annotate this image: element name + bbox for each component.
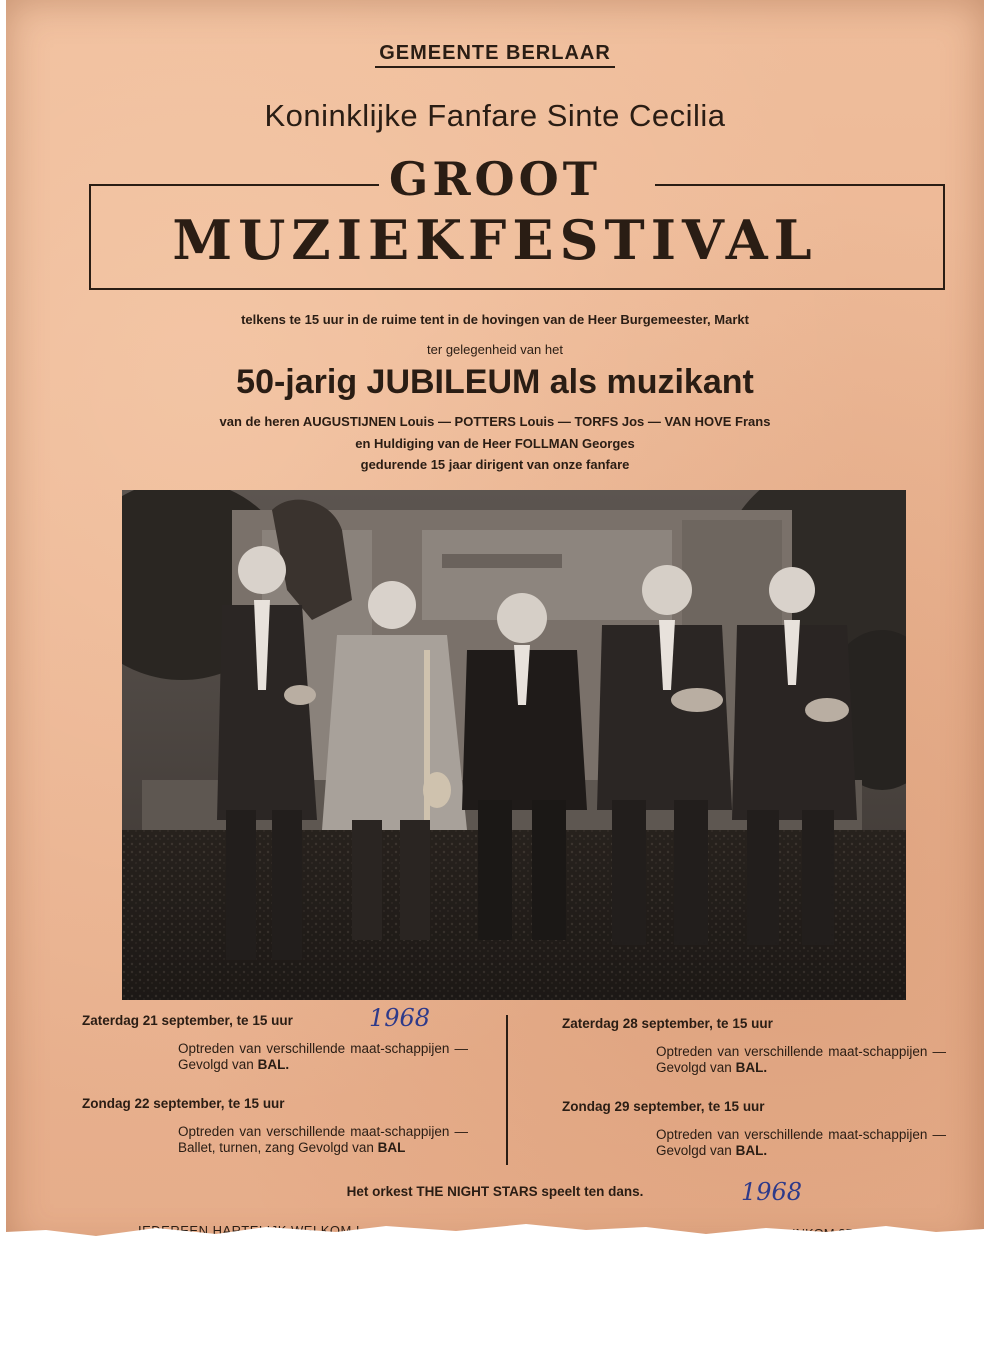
municipality-text: GEMEENTE BERLAAR	[375, 42, 615, 68]
homage-line: en Huldiging van de Heer FOLLMAN Georges	[355, 436, 635, 451]
event-title-4: Zondag 29 september, te 15 uur	[562, 1099, 765, 1114]
society-name: Koninklijke Fanfare Sinte Cecilia	[264, 98, 726, 133]
event-body-2-bal: BAL	[377, 1140, 406, 1155]
municipality-heading	[6, 42, 984, 65]
event-body-1-text: Optreden van verschillende maat-schappijen — Gevolgd van	[178, 1041, 468, 1072]
occasion-line: ter gelegenheid van het	[427, 342, 563, 357]
location-line: telkens te 15 uur in de ruime tent in de hovingen van de Heer Burgemeester, Markt	[241, 312, 749, 327]
jubilee-heading: 50-jarig JUBILEUM als muzikant	[236, 363, 754, 401]
torn-bottom-edge	[6, 1172, 984, 1252]
event-body-2	[178, 1124, 468, 1156]
honorees-line: van de heren AUGUSTIJNEN Louis — POTTERS Louis — TORFS Jos — VAN HOVE Frans	[219, 414, 771, 429]
event-title-3: Zaterdag 28 september, te 15 uur	[562, 1016, 773, 1031]
event-body-3	[656, 1044, 946, 1076]
event-title-1: Zaterdag 21 september, te 15 uur	[82, 1013, 293, 1028]
title-muziekfestival: MUZIEKFESTIVAL	[172, 208, 818, 272]
event-body-4-text: Optreden van verschillende maat-schappijen — Gevolgd van	[656, 1127, 946, 1158]
poster-sheet	[6, 0, 984, 1252]
event-body-3-bal: BAL.	[735, 1060, 768, 1075]
event-body-3-text: Optreden van verschillende maat-schappijen — Gevolgd van	[656, 1044, 946, 1075]
handwritten-year-bottom: 1968	[741, 1178, 803, 1206]
title-groot: GROOT	[389, 152, 601, 206]
group-photo	[122, 490, 906, 1000]
event-body-4	[656, 1127, 946, 1159]
event-body-1-bal: BAL.	[257, 1057, 290, 1072]
column-divider	[506, 1015, 508, 1165]
night-stars-line: Het orkest THE NIGHT STARS speelt ten dans.	[346, 1184, 644, 1199]
event-body-2-text: Optreden van verschillende maat-schappijen — Ballet, turnen, zang Gevolgd van	[178, 1124, 468, 1155]
event-title-2: Zondag 22 september, te 15 uur	[82, 1096, 285, 1111]
musicians-photo-illustration	[122, 490, 906, 1000]
event-body-4-bal: BAL.	[735, 1143, 768, 1158]
event-body-1	[178, 1041, 468, 1073]
conductor-line: gedurende 15 jaar dirigent van onze fanfare	[360, 457, 630, 472]
handwritten-year-top: 1968	[369, 1004, 431, 1032]
